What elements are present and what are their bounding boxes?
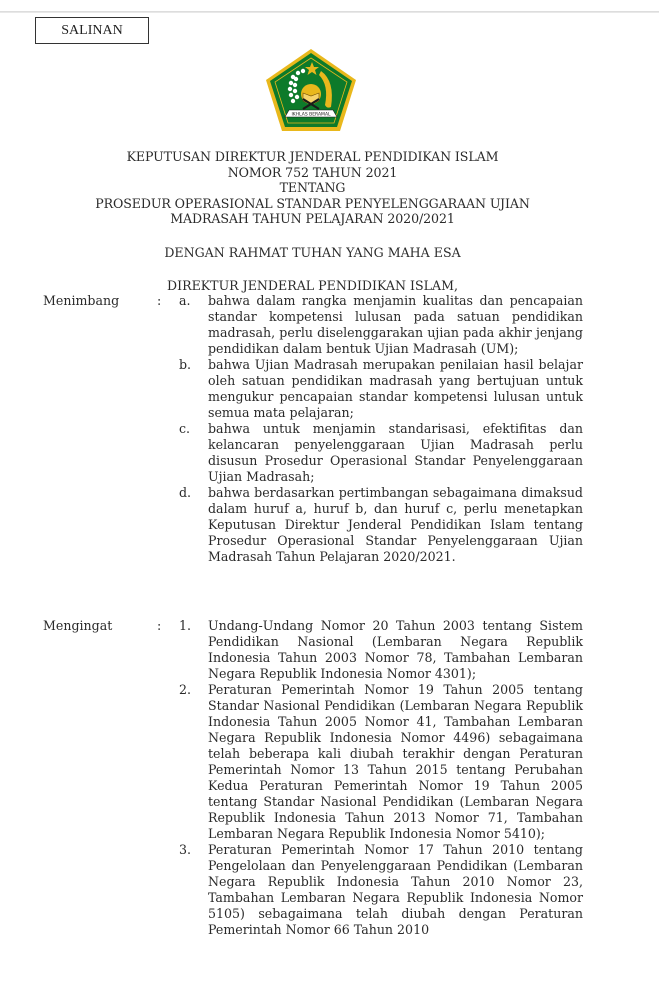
item-marker: a.: [179, 293, 191, 308]
menimbang-item-d: [43, 485, 588, 565]
menimbang-label: Menimbang: [43, 293, 120, 308]
salinan-stamp: SALINAN: [35, 17, 149, 44]
item-text: Peraturan Pemerintah Nomor 17 Tahun 2010 tentang Pengelolaan dan Penyelenggaraan Pendidikan (Lembaran Negara Republik Indonesia Tahun 2010 Nomor 23, Tambahan Lembaran Negara Republik Indonesia Nomor 5105) sebagaimana telah diubah dengan Peraturan Pemerintah Nomor 66 Tahun 2010: [208, 842, 583, 937]
blessing-line: DENGAN RAHMAT TUHAN YANG MAHA ESA: [164, 245, 461, 260]
mengingat-item-2: [43, 682, 588, 842]
item-marker: 1.: [179, 618, 192, 633]
item-marker: b.: [179, 357, 192, 372]
logo-ribbon-text: IKHLAS BERAMAL: [291, 112, 331, 118]
title-subject-1: PROSEDUR OPERASIONAL STANDAR PENYELENGGARAAN UJIAN: [95, 195, 530, 211]
title-subject-2: MADRASAH TAHUN PELAJARAN 2020/2021: [170, 211, 455, 226]
item-text: bahwa untuk menjamin standarisasi, efektifitas dan kelancaran penyelenggaraan Ujian Madrasah perlu disusun Prosedur Operasional Standar Penyelenggaraan Ujian Madrasah;: [208, 421, 583, 484]
mengingat-item-1: [43, 618, 588, 682]
item-marker: 2.: [179, 682, 192, 697]
menimbang-item-b: [43, 357, 588, 421]
mengingat-item-3: [43, 842, 588, 938]
issuer-line: DIREKTUR JENDERAL PENDIDIKAN ISLAM,: [167, 278, 458, 293]
mengingat-section: [43, 618, 588, 938]
item-marker: d.: [179, 485, 192, 500]
menimbang-item-c: [43, 421, 588, 485]
item-marker: 3.: [179, 842, 192, 857]
title-tentang: TENTANG: [279, 180, 346, 195]
item-text: Peraturan Pemerintah Nomor 19 Tahun 2005 tentang Standar Nasional Pendidikan (Lembaran Negara Republik Indonesia Tahun 2005 Nomor 41, Tambahan Lembaran Negara Republik Indonesia Nomor 4496) sebagaimana telah beberapa kali diubah terakhir dengan Peraturan Pemerintah Nomor 13 Tahun 2015 tentang Perubahan Kedua Peraturan Pemerintah Nomor 19 Tahun 2005 tentang Standar Nasional Pendidikan (Lembaran Negara Republik Indonesia Tahun 2013 Nomor 71, Tambahan Lembaran Negara Republik Indonesia Nomor 5410);: [208, 682, 583, 841]
item-text: bahwa Ujian Madrasah merupakan penilaian hasil belajar oleh satuan pendidikan madrasah yang bertujuan untuk mengukur pencapaian standar kompetensi lulusan untuk semua mata pelajaran;: [208, 357, 583, 420]
item-marker: c.: [179, 421, 191, 436]
menimbang-colon: :: [157, 293, 162, 308]
menimbang-section: [43, 293, 588, 565]
page-top-border: [0, 11, 659, 13]
item-text: bahwa dalam rangka menjamin kualitas dan pencapaian standar kompetensi lulusan pada satuan pendidikan madrasah, perlu diselenggarakan ujian pada akhir jenjang pendidikan dalam bentuk Ujian Madrasah (UM);: [208, 293, 583, 356]
mengingat-colon: :: [157, 618, 162, 633]
document-title: [0, 149, 625, 227]
menimbang-item-a: [43, 293, 588, 357]
mengingat-label: Mengingat: [43, 618, 113, 633]
item-text: bahwa berdasarkan pertimbangan sebagaimana dimaksud dalam huruf a, huruf b, dan huruf c, perlu menetapkan Keputusan Direktur Jenderal Pendidikan Islam tentang Prosedur Operasional Standar Penyelenggaraan Ujian Madrasah Tahun Pelajaran 2020/2021.: [208, 485, 583, 564]
item-text: Undang-Undang Nomor 20 Tahun 2003 tentang Sistem Pendidikan Nasional (Lembaran Negara Republik Indonesia Tahun 2003 Nomor 78, Tambahan Lembaran Negara Republik Indonesia Nomor 4301);: [208, 618, 583, 681]
kementerian-agama-emblem-icon: [263, 47, 359, 133]
title-number: NOMOR 752 TAHUN 2021: [227, 164, 398, 180]
title-line-1: KEPUTUSAN DIREKTUR JENDERAL PENDIDIKAN ISLAM: [126, 149, 499, 164]
